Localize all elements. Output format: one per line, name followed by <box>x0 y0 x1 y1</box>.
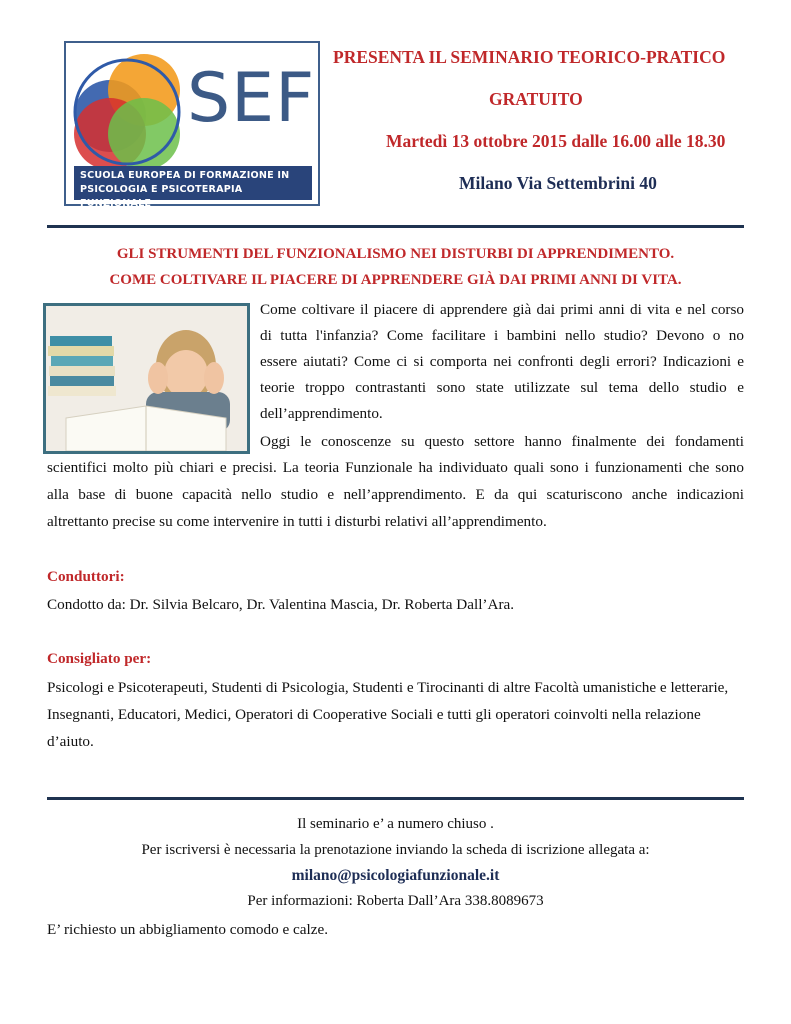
header-location: Milano Via Settembrini 40 <box>459 173 657 193</box>
intro-line-4: teorie troppo contrastanti sono state utilizzate sul tema dello studio e <box>260 379 744 396</box>
intro-line-6: Oggi le conoscenze su questo settore hanno finalmente dei fondamenti <box>260 433 744 450</box>
intro-line-1: Come coltivare il piacere di apprendere già dai primi anni di vita e nel corso <box>260 301 744 318</box>
intro-line-3: essere aiutati? Come ci si comporta nei confronti degli errori? Indicazioni e <box>260 353 744 370</box>
registration-note: Per iscriversi è necessaria la prenotazione inviando la scheda di iscrizione allegata a: <box>141 842 650 858</box>
top-divider <box>47 225 744 228</box>
logo-band <box>74 166 312 209</box>
conduttori-text: Condotto da: Dr. Silvia Belcaro, Dr. Valentina Mascia, Dr. Roberta Dall’Ara. <box>47 596 515 613</box>
info-contact: Per informazioni: Roberta Dall’Ara 338.8089673 <box>247 893 544 909</box>
seminar-title-line-1: GLI STRUMENTI DEL FUNZIONALISMO NEI DISTURBI DI APPRENDIMENTO. <box>116 246 675 262</box>
child-studying-photo <box>43 303 250 454</box>
body-line-1: scientifici molto più chiari e precisi. La teoria Funzionale ha individuato quali sono i funzionamenti che sono <box>47 459 744 476</box>
clothing-note: E’ richiesto un abbigliamento comodo e calze. <box>47 921 329 938</box>
header-date: Martedì 13 ottobre 2015 dalle 16.00 alle 18.30 <box>386 131 726 151</box>
header-presents: PRESENTA IL SEMINARIO TEORICO-PRATICO <box>333 47 726 67</box>
logo-wordmark: SEF <box>187 59 316 138</box>
logo-circle-green <box>108 98 180 170</box>
conduttori-label: Conduttori: <box>47 568 125 585</box>
consigliato-label: Consigliato per: <box>47 650 152 667</box>
logo-band-line-1: SCUOLA EUROPEA DI FORMAZIONE IN <box>80 170 290 181</box>
consigliato-line-2: Insegnanti, Educatori, Medici, Operatori di Cooperative Sociali e tutti gli operatori coinvolti nella relazione <box>47 706 701 723</box>
seminar-title-line-2: COME COLTIVARE IL PIACERE DI APPRENDERE GIÀ DAI PRIMI ANNI DI VITA. <box>109 272 682 288</box>
sef-logo <box>64 41 320 209</box>
body-line-3: altrettanto precise su come intervenire in tutti i disturbi relativi all’apprendimento. <box>47 513 547 530</box>
header-free: GRATUITO <box>489 89 583 109</box>
consigliato-line-1: Psicologi e Psicoterapeuti, Studenti di Psicologia, Studenti e Tirocinanti di altre Facoltà umanistiche e letterarie, <box>47 679 729 696</box>
intro-line-2: di tutta l'infanzia? Come facilitare i bambini nello studio? Devono o no <box>260 327 744 344</box>
bottom-divider <box>47 797 744 800</box>
logo-band-line-2: PSICOLOGIA E PSICOTERAPIA FUNZIONALE <box>80 184 243 209</box>
child-illustration-icon <box>46 306 247 451</box>
body-line-2: alla base di buone capacità nello studio e nell’apprendimento. E da qui scaturiscono anche indicazioni <box>47 486 744 503</box>
consigliato-line-3: d’aiuto. <box>47 733 94 750</box>
intro-line-5: dell’apprendimento. <box>260 405 383 422</box>
contact-email-link[interactable]: milano@psicologiafunzionale.it <box>291 867 500 884</box>
closed-number-note: Il seminario e’ a numero chiuso . <box>297 816 494 832</box>
